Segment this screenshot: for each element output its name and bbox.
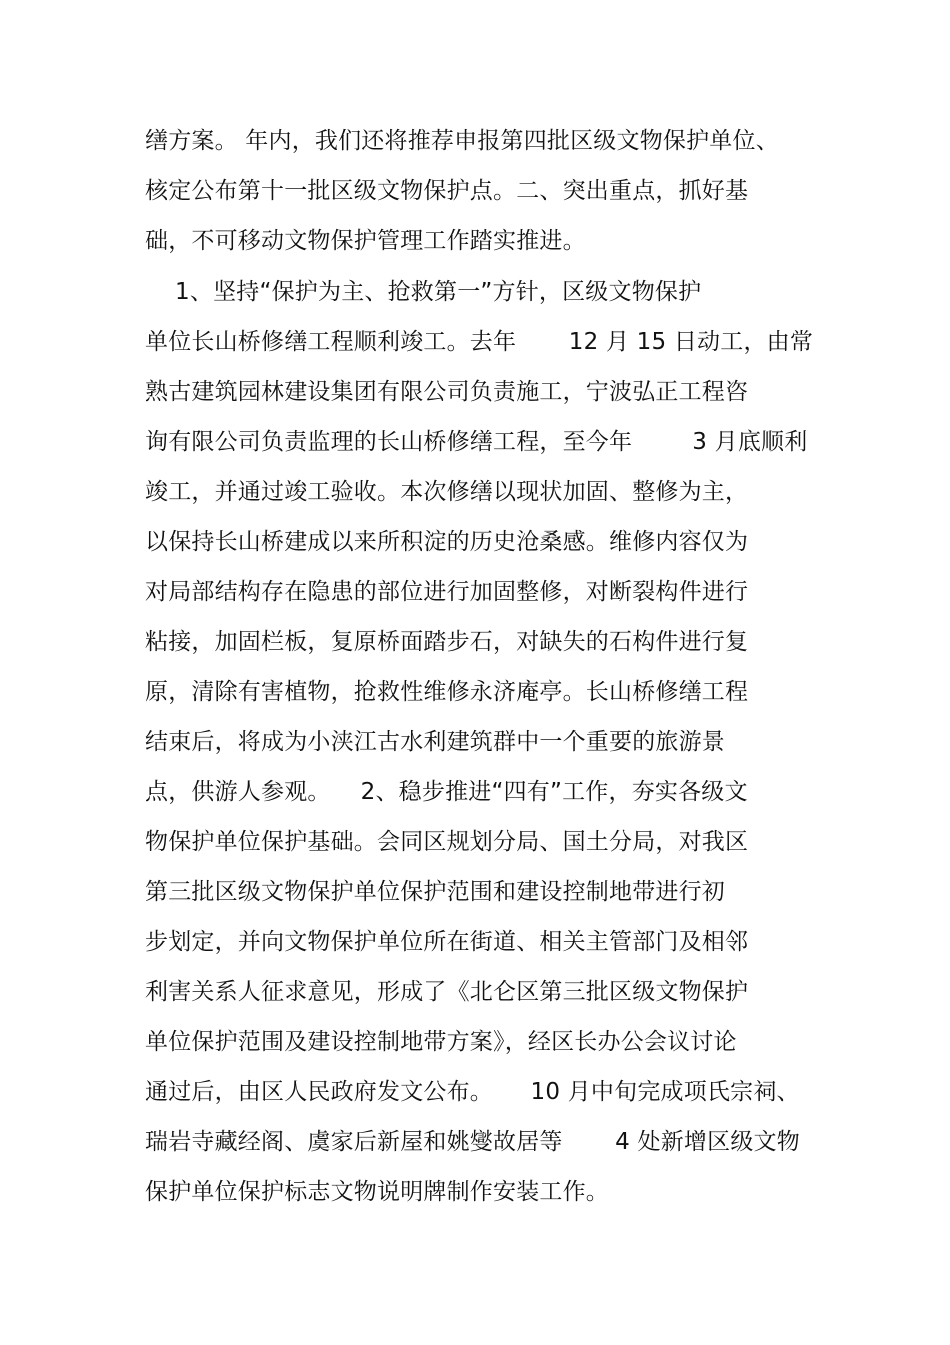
text-line: 第三批区级文物保护单位保护范围和建设控制地带进行初 — [145, 879, 725, 905]
text-line: 以保持长山桥建成以来所积淀的历史沧桑感。维修内容仅为 — [145, 529, 749, 555]
text-line: 步划定，并向文物保护单位所在街道、相关主管部门及相邻 — [145, 929, 749, 955]
text-line: 粘接，加固栏板，复原桥面踏步石，对缺失的石构件进行复 — [145, 629, 749, 655]
text-line: 物保护单位保护基础。会同区规划分局、国土分局，对我区 — [145, 829, 749, 855]
text-line: 点，供游人参观。 2、稳步推进“四有”工作，夯实各级文 — [145, 779, 748, 805]
text-line: 保护单位保护标志文物说明牌制作安装工作。 — [145, 1179, 609, 1205]
text-line: 原，清除有害植物，抢救性维修永济庵亭。长山桥修缮工程 — [145, 679, 749, 705]
text-line: 单位保护范围及建设控制地带方案》，经区长办公会议讨论 — [145, 1029, 737, 1055]
text-line: 单位长山桥修缮工程顺利竣工。去年 12 月 15 日动工，由常 — [145, 329, 814, 355]
text-line: 熟古建筑园林建设集团有限公司负责施工，宁波弘正工程咨 — [145, 379, 749, 405]
text-line: 利害关系人征求意见，形成了《北仑区第三批区级文物保护 — [145, 979, 749, 1005]
text-line: 核定公布第十一批区级文物保护点。二、突出重点，抓好基 — [145, 178, 749, 204]
text-line: 缮方案。 年内，我们还将推荐申报第四批区级文物保护单位、 — [145, 128, 779, 154]
text-line: 结束后，将成为小浃江古水利建筑群中一个重要的旅游景 — [145, 729, 725, 755]
text-line: 竣工，并通过竣工验收。本次修缮以现状加固、整修为主， — [145, 479, 749, 505]
text-line: 础，不可移动文物保护管理工作踏实推进。 — [145, 228, 586, 254]
text-line: 1、坚持“保护为主、抢救第一”方针，区级文物保护 — [145, 279, 702, 305]
text-line: 对局部结构存在隐患的部位进行加固整修，对断裂构件进行 — [145, 579, 749, 605]
text-line: 瑞岩寺藏经阁、虞家后新屋和姚燮故居等 4 处新增区级文物 — [145, 1129, 800, 1155]
text-line: 询有限公司负责监理的长山桥修缮工程，至今年 3 月底顺利 — [145, 429, 808, 455]
text-line: 通过后，由区人民政府发文公布。 10 月中旬完成项氏宗祠、 — [145, 1079, 800, 1105]
